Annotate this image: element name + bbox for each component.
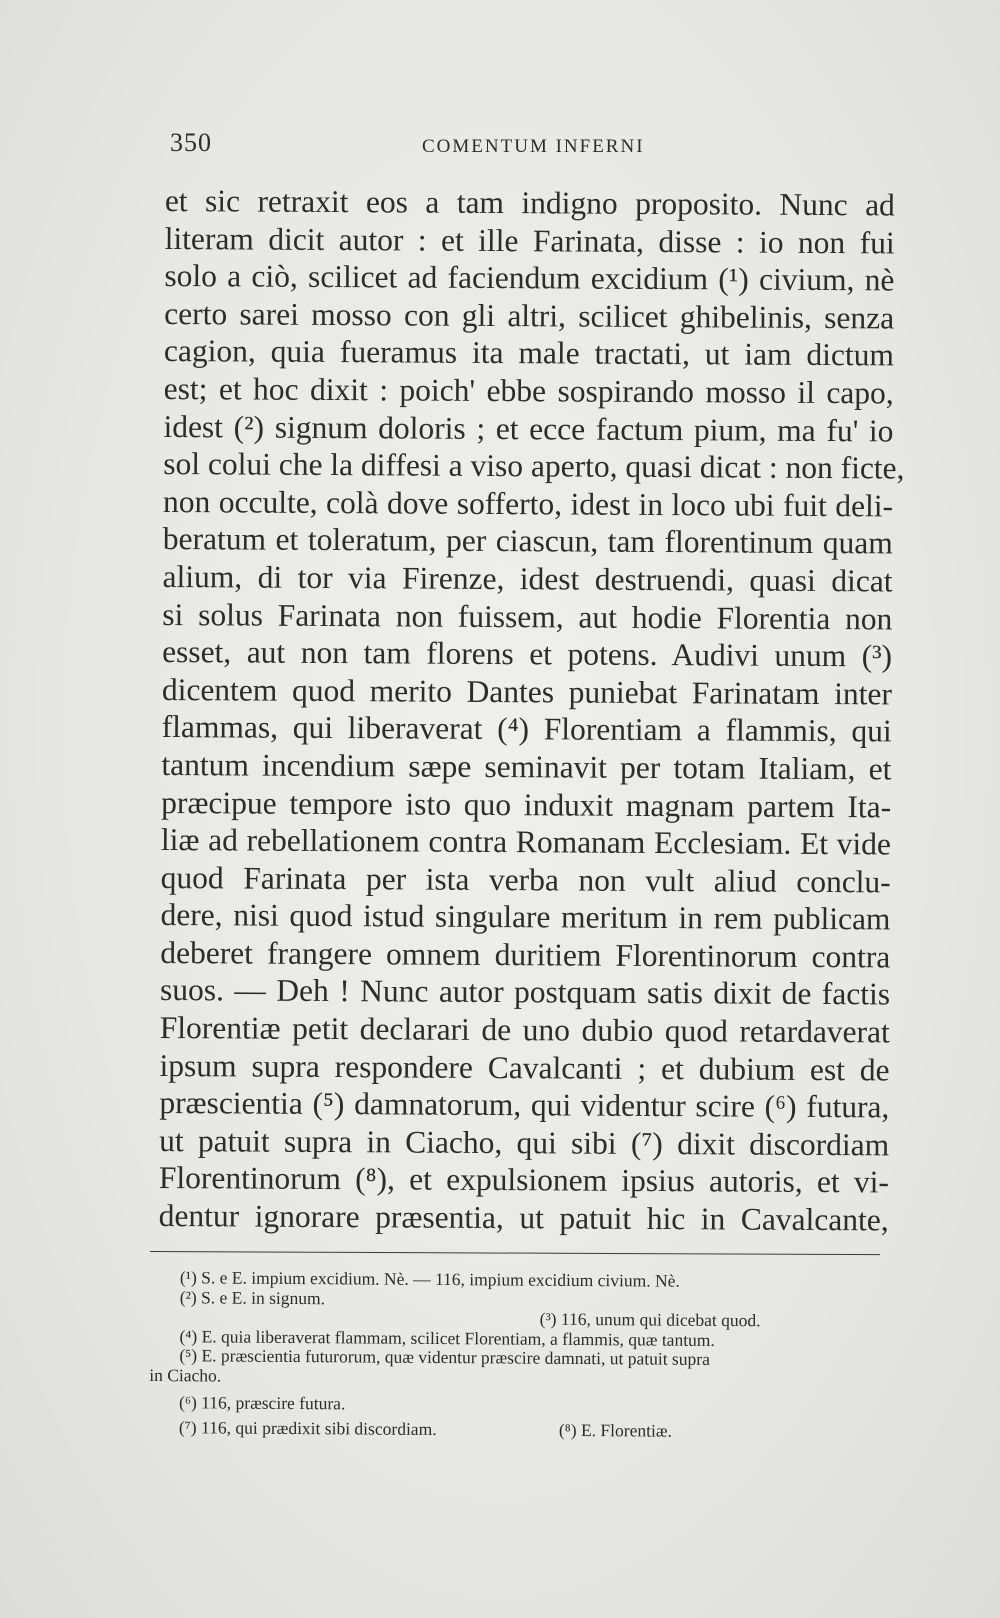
text-line: literam dicit autor : et ille Farinata, disse : io non fui [164, 220, 895, 261]
footnote: (²) S. e E. in signum. [179, 1286, 326, 1308]
text-line: ipsum supra respondere Cavalcanti ; et dubium est de [159, 1047, 890, 1088]
text-line: solo a ciò, scilicet ad faciendum excidium (¹) civium, nè [164, 258, 895, 298]
text-line: præscientia (⁵) damnatorum, qui videntur scire (⁶) futura, [159, 1085, 890, 1125]
footnote-rule [150, 1251, 880, 1255]
footnote: (⁷) 116, qui prædixit sibi discordiam. [178, 1417, 437, 1440]
text-line: est; et hoc dixit : poich' ebbe sospirando mosso il capo, [163, 370, 894, 411]
text-line: Florentinorum (⁸), et expulsionem ipsius autoris, et vi- [158, 1160, 890, 1200]
text-line: flammas, qui liberaverat (⁴) Florentiam a flammis, qui [161, 709, 892, 749]
footnote: (⁶) 116, præscire futura. [178, 1392, 346, 1414]
footnote: (⁵) E. præscientia futurorum, quæ videntur præscire damnati, ut patuit supra [179, 1345, 710, 1369]
text-line: deberet frangere omnem duritiem Florentinorum contra [160, 934, 891, 975]
text-line: Florentiæ petit declarari de uno dubio quod retardaverat [159, 1010, 890, 1050]
text-line: idest (²) signum doloris ; et ecce factum pium, ma fu' io [163, 408, 894, 449]
running-title: COMENTUM INFERNI [422, 136, 645, 157]
text-line: dentur ignorare præsentia, ut patuit hic in Cavalcante, [158, 1198, 889, 1238]
text-line: liæ ad rebellationem contra Romanam Ecclesiam. Et vide [160, 822, 892, 862]
text-line: non occulte, colà dove sofferto, idest in loco ubi fuit deli- [162, 483, 894, 524]
text-line: ut patuit supra in Ciacho, qui sibi (⁷) dixit discordiam [159, 1122, 890, 1163]
text-line: suos. — Deh ! Nunc autor postquam satis dixit de factis [159, 972, 891, 1012]
page-header [170, 128, 890, 168]
text-line: esset, aut non tam florens et potens. Audivi unum (³) [162, 634, 893, 674]
text-line: alium, di tor via Firenze, idest destruendi, quasi dicat [162, 558, 893, 599]
text-line: præcipue tempore isto quo induxit magnam partem Ita- [161, 784, 892, 824]
text-line: si solus Farinata non fuissem, aut hodie Florentia non [162, 596, 893, 636]
text-line: et sic retraxit eos a tam indigno proposito. Nunc ad [164, 182, 895, 223]
text-line: beratum et toleratum, per ciascun, tam florentinum quam [162, 521, 893, 561]
footnote: (³) 116, unum qui dicebat quod. [539, 1308, 761, 1331]
footnote: (⁸) E. Florentiæ. [558, 1419, 672, 1441]
text-line: certo sarei mosso con gli altri, scilicet ghibelinis, senza [164, 295, 895, 336]
text-line: tantum incendium sæpe seminavit per totam Italiam, et [161, 746, 892, 787]
footnote: (¹) S. e E. impium excidium. Nè. — 116, impium excidium civium. Nè. [179, 1267, 680, 1291]
text-line: cagion, quia fueramus ita male tractati, ut iam dictum [163, 333, 895, 373]
footnotes [149, 1268, 880, 1443]
text-line: quod Farinata per ista verba non vult aliud conclu- [160, 859, 891, 900]
text-line: dicentem quod merito Dantes puniebat Farinatam inter [161, 671, 892, 712]
page-number: 350 [170, 128, 212, 157]
main-text [158, 182, 905, 1239]
footnote: (⁴) E. quia liberaverat flammam, scilicet Florentiam, a flammis, quæ tantum. [179, 1325, 715, 1350]
footnote-continuation: in Ciacho. [149, 1364, 222, 1385]
text-line: dere, nisi quod istud singulare meritum in rem publicam [160, 897, 891, 937]
text-line: sol colui che la diffesi a viso aperto, quasi dicat : non ficte, [163, 446, 905, 486]
